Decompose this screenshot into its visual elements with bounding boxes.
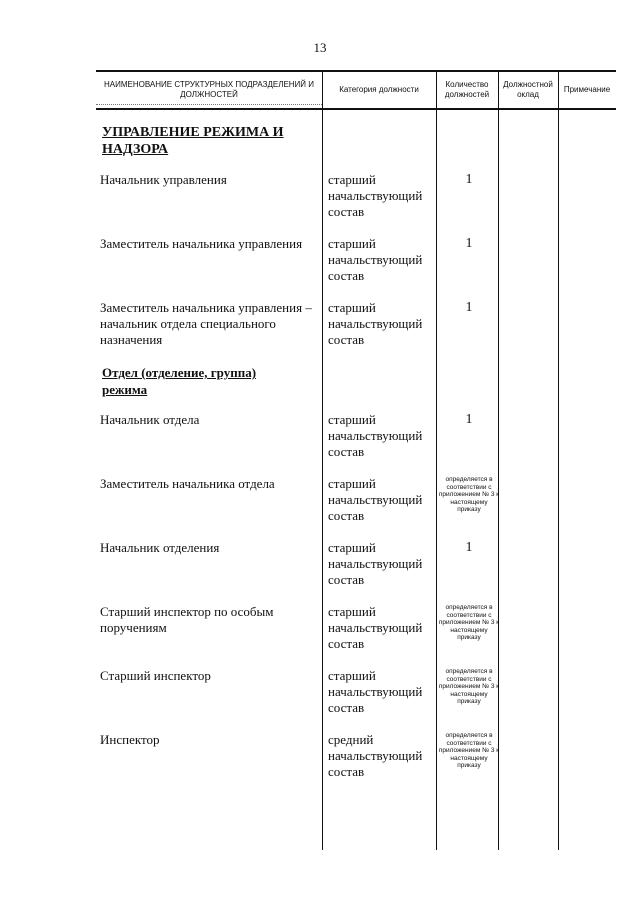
position-category: старший начальствующий состав <box>328 668 423 715</box>
position-name: Заместитель начальника управления <box>100 236 303 251</box>
position-category: средний начальствующий состав <box>328 732 423 779</box>
position-count: определяется в соответствии с приложением № 3 к настоящему приказу <box>438 604 500 641</box>
section-title: УПРАВЛЕНИЕ РЕЖИМА И НАДЗОРА <box>102 125 284 157</box>
position-name: Заместитель начальника отдела <box>100 476 275 491</box>
position-count: 1 <box>465 300 473 315</box>
position-category: старший начальствующий состав <box>328 412 423 459</box>
header-note: Примечание <box>563 85 611 94</box>
position-category: старший начальствующий состав <box>328 236 423 283</box>
position-count: определяется в соответствии с приложением № 3 к настоящему приказу <box>438 476 500 513</box>
position-name: Начальник управления <box>100 172 227 187</box>
section-title: Отдел (отделение, группа) режима <box>102 365 257 397</box>
position-category: старший начальствующий состав <box>328 476 423 523</box>
column-line <box>558 70 559 850</box>
position-count: определяется в соответствии с приложением № 3 к настоящему приказу <box>438 732 500 769</box>
position-name: Старший инспектор <box>100 668 211 683</box>
position-name: Заместитель начальника управления – начальник отдела специального назначения <box>100 300 312 347</box>
position-count: 1 <box>465 540 473 555</box>
position-count: 1 <box>465 412 473 427</box>
position-count: 1 <box>465 172 473 187</box>
position-category: старший начальствующий состав <box>328 540 423 587</box>
position-name: Начальник отделения <box>100 540 220 555</box>
position-name: Начальник отдела <box>100 412 200 427</box>
position-count: 1 <box>465 236 473 251</box>
header-divider <box>96 104 322 105</box>
position-count: определяется в соответствии с приложением № 3 к настоящему приказу <box>438 668 500 705</box>
column-line <box>322 70 323 850</box>
position-category: старший начальствующий состав <box>328 300 423 347</box>
header-salary: Должностной оклад <box>503 80 553 99</box>
header-name: НАИМЕНОВАНИЕ СТРУКТУРНЫХ ПОДРАЗДЕЛЕНИЙ И ДОЛЖНОСТЕЙ <box>103 80 315 99</box>
position-name: Старший инспектор по особым поручениям <box>100 604 274 635</box>
position-name: Инспектор <box>100 732 160 747</box>
position-category: старший начальствующий состав <box>328 172 423 219</box>
page-number: 13 <box>313 40 327 55</box>
position-category: старший начальствующий состав <box>328 604 423 651</box>
header-count: Количество должностей <box>444 80 490 99</box>
header-category: Категория должности <box>339 85 419 94</box>
